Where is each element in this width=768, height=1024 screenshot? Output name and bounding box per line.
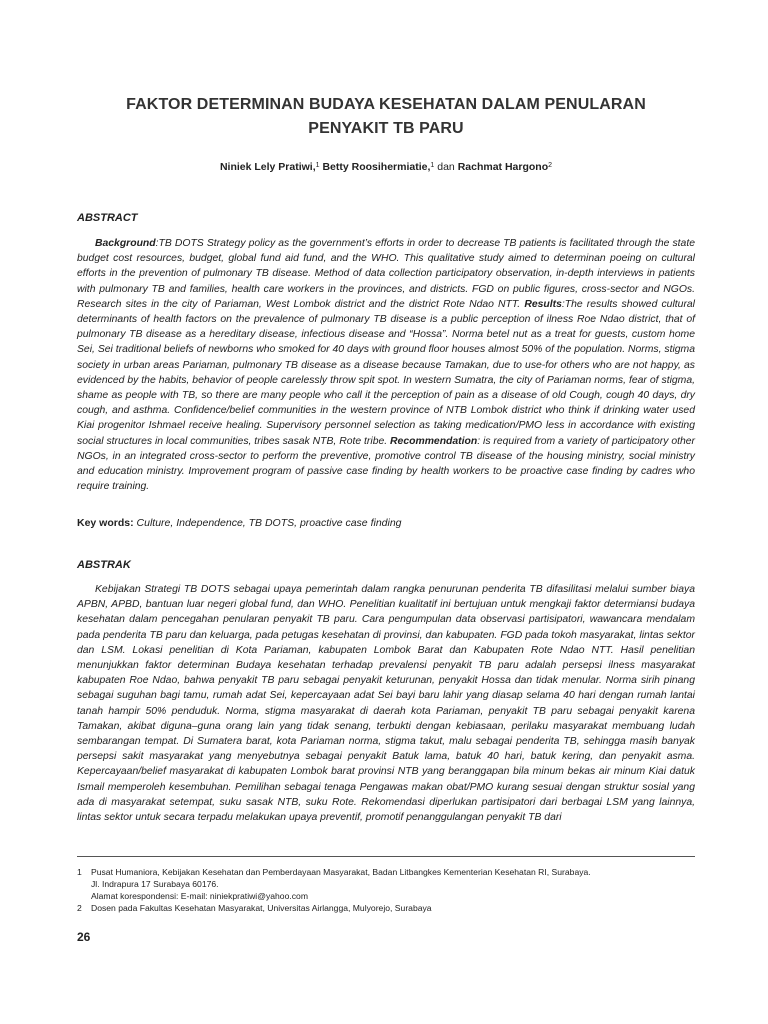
recommendation-text: : is required from a variety of participatory other NGOs, in an integrated cross-sector to perform the preventive, promotive control TB disease of the housing ministry, social ministry and education ministry. Improvement program of passive case finding by health workers to be proactive case finding by cadres who require training. xyxy=(77,435,695,493)
footnote-1 xyxy=(77,866,695,902)
author-list xyxy=(77,161,695,173)
background-label: Background xyxy=(95,238,156,249)
footnote-1-line-2: Jl. Indrapura 17 Surabaya 60176. xyxy=(91,879,219,889)
keywords-line xyxy=(77,517,695,529)
abstrak-heading: ABSTRAK xyxy=(77,559,131,571)
footnote-2-number: 2 xyxy=(77,903,82,913)
author-2: Betty Roosihermiatie, xyxy=(322,161,431,173)
abstract-body xyxy=(77,236,695,494)
title-line-2: PENYAKIT TB PARU xyxy=(308,120,464,137)
results-text: :The results showed cultural determinants of health factors on the prevalence of pulmonary TB disease is a public perception of ilness Roe Ndao district, that of pulmonary TB disease as a hereditary disease, infectious disease and “Hossa”. Norma betel nut as a treat for guests, custom home Sei, Sei traditional beliefs of newborns who smoked for 40 days with ground floor houses almost 50% of the population. Norms, stigma society in urban areas Pariaman, pulmonary TB disease as a disease because Tamakan, due to use-for others who are not happy, as evidenced by the habits, behavior of people carelessly throw spit spot. In western Sumatra, the city of Pariaman norms, fear of stigma, shame as people with TB, so there are many people who call it the perception of pain as a disease of old Cough, cough 40 days, dry cough, and asthma. Confidence/belief communities in the western province of NTB Lombok district who think if drinking water used Kiai progenitor Ishmael receive healing. Supervisory personnel selection as taking medication/PMO less in accordance with existing social structures in local communities, tribes sasak NTB, Rote tribe. xyxy=(77,298,695,447)
keywords-text: Culture, Independence, TB DOTS, proactive case finding xyxy=(136,517,402,529)
footnote-2-line-1: Dosen pada Fakultas Kesehatan Masyarakat, Universitas Airlangga, Mulyorejo, Surabaya xyxy=(91,903,432,913)
results-label: Results xyxy=(524,298,562,310)
footnote-2 xyxy=(77,902,695,914)
background-text: :TB DOTS Strategy policy as the government’s efforts in order to decrease TB patients is facilitated through the state budget cost resources, budget, global fund aid fund, and the WHO. This qualitative study aimed to determinan poeing on cultural efforts in the prevention of pulmonary TB disease. Method of data collection participatory observation, in-depth interviews in patients with pulmonary TB and families, health care workers in the provinces, and districts. FGD on public figures, cross-sector and NGOs. Research sites in the city of Pariaman, West Lombok district and the district Rote Ndao NTT. xyxy=(77,238,695,310)
author-1: Niniek Lely Pratiwi, xyxy=(219,161,316,173)
abstrak-body: Kebijakan Strategi TB DOTS sebagai upaya pemerintah dalam rangka penurunan penderita TB difasilitasi melalui sumber biaya APBN, APBD, bantuan luar negeri global fund, dan WHO. Penelitian kualitatif ini bertujuan untuk mengkaji faktor determiansi budaya kesehatan dalam pencegahan penularan penyakit TB paru. Cara pengumpulan data observasi partisipatori, wawancara mendalam pada penderita TB paru dan keluarga, pada petugas kesehatan di provinsi, dan kabupaten. FGD pada tokoh masyarakat, lintas sektor dan LSM. Lokasi penelitian di Kota Pariaman, kabupaten Lombok Barat dan Kabupaten Rote Ndao NTT. Hasil penelitian menunjukkan faktor determinan Budaya kesehatan terhadap prevalensi penyakit TB paru adalah persepsi ilness masyarakat kabupaten Roe Ndao, bahwa penyakit TB paru sebagai penyakit keturunan, penyakit Hossa dan tidak menular. Norma sirih pinang sebagai suguhan bagi tamu, rumah adat Sei, kepercayaan adat Sei bayi baru lahir yang diasap selama 40 hari dengan rumah lantai tanah hampir 50% penduduk. Norma, stigma masyarakat di daerah kota Pariaman, penyakit TB paru sebagai penyakit karena Tamakan, akibat diguna–guna orang lain yang tidak senang, terbukti dengan kebiasaan, perilaku masyarakat membuang ludah sembarangan tempat. Di Sumatera barat, kota Pariaman norma, stigma takut, malu sebagai penderita TB, sehingga masih banyak persepsi sakit masyarakat yang menyebutnya sebagai penyakit Batuk lama, batuk 40 hari, batuk kering, dan penyakit asma. Kepercayaan/belief masyarakat di kabupaten Lombok barat provinsi NTB yang beranggapan bila minum bekas air minum Kiai datuk Ismail memperoleh kesembuhan. Pemilihan sebagai tenaga Pengawas makan obat/PMO kurang sesuai dengan struktur sosial yang ada di masyarakat setempat, suku sasak NTB, suku Rote. Rekomendasi diperlukan partisipatori dari berbagai LSM yang lainnya, lintas sektor untuk secara terpadu melakukan upaya preventif, promotif penanggulangan penyakit TB dari xyxy=(77,584,695,824)
author-conjunction: dan xyxy=(437,161,455,173)
author-3: Rachmat Hargono xyxy=(457,161,549,173)
keywords-label: Key words: xyxy=(77,517,134,529)
paper-title xyxy=(77,93,695,141)
footnote-1-number: 1 xyxy=(77,867,82,877)
author-2-affiliation: 1 xyxy=(430,162,435,169)
page-number: 26 xyxy=(77,930,91,944)
author-3-affiliation: 2 xyxy=(548,162,553,169)
abstract-heading: ABSTRACT xyxy=(77,212,138,224)
footnote-1-line-1: Pusat Humaniora, Kebijakan Kesehatan dan Pemberdayaan Masyarakat, Badan Litbangkes Kementerian Kesehatan RI, Surabaya. xyxy=(91,867,591,877)
author-1-affiliation: 1 xyxy=(315,162,320,169)
footnotes xyxy=(77,866,695,914)
recommendation-label: Recommendation xyxy=(390,435,478,447)
footnote-1-line-3: Alamat korespondensi: E-mail: niniekpratiwi@yahoo.com xyxy=(91,891,308,901)
title-line-1: FAKTOR DETERMINAN BUDAYA KESEHATAN DALAM PENULARAN xyxy=(126,96,646,113)
footnote-divider xyxy=(77,856,695,857)
